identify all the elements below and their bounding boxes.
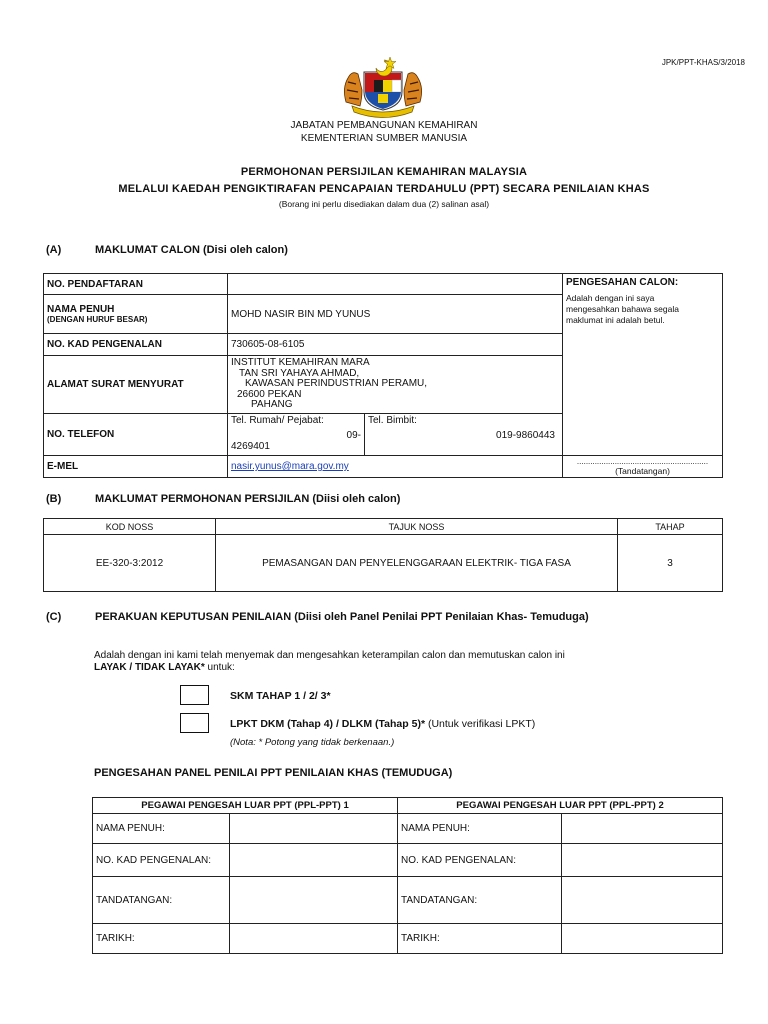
- section-b-title: MAKLUMAT PERMOHONAN PERSIJILAN (Diisi oleh calon): [95, 493, 401, 505]
- ic-field[interactable]: 730605-08-6105: [228, 334, 563, 356]
- ic-label: NO. KAD PENGENALAN: [44, 334, 228, 356]
- signature-label: (Tandatangan): [615, 466, 670, 476]
- copies-note: (Borang ini perlu disediakan dalam dua (2) salinan asal): [278, 199, 490, 209]
- email-field[interactable]: [228, 455, 563, 477]
- form-title-line-2: MELALUI KAEDAH PENGIKTIRAFAN PENCAPAIAN TERDAHULU (PPT) SECARA PENILAIAN KHAS: [118, 183, 650, 195]
- reg-no-label: NO. PENDAFTARAN: [44, 274, 228, 295]
- address-field[interactable]: [228, 356, 563, 413]
- mobile-phone-value: 019-9860443: [496, 429, 555, 441]
- ppl1-name-label: NAMA PENUH:: [93, 814, 230, 844]
- address-line: 26600 PEKAN: [237, 388, 302, 400]
- assessment-statement-suffix: untuk:: [204, 662, 235, 673]
- noss-title-header: TAJUK NOSS: [216, 519, 618, 535]
- section-a-heading: [46, 244, 746, 258]
- form-title: [0, 164, 768, 198]
- confirmation-text-line: Adalah dengan ini saya: [566, 293, 655, 303]
- ppl2-name-label: NAMA PENUH:: [398, 814, 562, 844]
- confirmation-title: PENGESAHAN CALON:: [566, 277, 679, 288]
- agency-department: JABATAN PEMBANGUNAN KEMAHIRAN: [290, 120, 478, 131]
- section-c-title: PERAKUAN KEPUTUSAN PENILAIAN (Diisi oleh Panel Penilai PPT Penilaian Khas- Temuduga): [95, 611, 589, 623]
- ppl2-signature-field[interactable]: [562, 876, 723, 923]
- level-cell[interactable]: 3: [618, 535, 723, 592]
- candidate-info-table: [43, 273, 723, 478]
- lpkt-option-label: [230, 718, 535, 730]
- full-name-field[interactable]: MOHD NASIR BIN MD YUNUS: [228, 295, 563, 334]
- email-link[interactable]: nasir.yunus@mara.gov.my: [231, 460, 349, 472]
- home-office-phone-value: 09-: [346, 429, 361, 441]
- skm-checkbox[interactable]: [180, 685, 209, 705]
- ppl-ppt-1-header: PEGAWAI PENGESAH LUAR PPT (PPL-PPT) 1: [93, 798, 398, 814]
- strike-note: (Nota: * Potong yang tidak berkenaan.): [230, 737, 395, 748]
- lpkt-option-note: (Untuk verifikasi LPKT): [425, 718, 536, 730]
- address-line: KAWASAN PERINDUSTRIAN PERAMU,: [245, 378, 428, 390]
- confirmation-text: [566, 293, 719, 326]
- reg-no-field[interactable]: [228, 274, 563, 295]
- skm-option-label: [230, 690, 331, 702]
- signature-area[interactable]: [563, 455, 723, 477]
- ppl2-date-field[interactable]: [562, 924, 723, 954]
- email-label: E-MEL: [44, 455, 228, 477]
- assessment-statement-line-1: Adalah dengan ini kami telah menyemak dan mengesahkan keterampilan calon dan memutuskan calon ini: [94, 650, 565, 661]
- assessment-statement: [94, 650, 734, 674]
- full-name-sublabel: (DENGAN HURUF BESAR): [47, 315, 148, 325]
- ppl2-name-field[interactable]: [562, 814, 723, 844]
- address-line: PAHANG: [251, 399, 293, 411]
- section-b-heading: [46, 493, 746, 507]
- section-c-heading: [46, 611, 756, 625]
- mobile-phone-label: Tel. Bimbit:: [368, 414, 417, 426]
- confirmation-text-line: maklumat ini adalah betul.: [566, 315, 665, 325]
- ppl1-signature-label: TANDATANGAN:: [93, 876, 230, 923]
- skm-option-text: SKM TAHAP 1 / 2/ 3*: [230, 690, 331, 702]
- form-title-line-1: PERMOHONAN PERSIJILAN KEMAHIRAN MALAYSIA: [240, 166, 528, 178]
- ppl1-signature-field[interactable]: [230, 876, 398, 923]
- certification-table: [43, 518, 723, 592]
- ppl2-signature-label: TANDATANGAN:: [398, 876, 562, 923]
- panel-verification-table: [92, 797, 723, 954]
- candidate-confirmation: [563, 274, 723, 456]
- noss-code-header: KOD NOSS: [44, 519, 216, 535]
- section-a-title: MAKLUMAT CALON (Disi oleh calon): [95, 244, 288, 256]
- form-reference-code: JPK/PPT-KHAS/3/2018: [661, 58, 745, 67]
- home-office-phone-field[interactable]: [228, 413, 365, 455]
- assessment-statement-line-2: [94, 662, 734, 674]
- level-header: TAHAP: [618, 519, 723, 535]
- ppl1-ic-field[interactable]: [230, 844, 398, 877]
- ppl-ppt-2-header: PEGAWAI PENGESAH LUAR PPT (PPL-PPT) 2: [398, 798, 723, 814]
- agency-ministry: KEMENTERIAN SUMBER MANUSIA: [300, 133, 468, 144]
- home-office-phone-label: Tel. Rumah/ Pejabat:: [231, 414, 324, 426]
- address-line: INSTITUT KEMAHIRAN MARA: [231, 357, 370, 369]
- section-c-label: (C): [46, 611, 62, 623]
- eligibility-choice: LAYAK / TIDAK LAYAK*: [94, 662, 205, 673]
- ppl1-date-label: TARIKH:: [93, 924, 230, 954]
- phone-label: NO. TELEFON: [44, 413, 228, 455]
- confirmation-text-line: mengesahkan bahawa segala: [566, 304, 679, 314]
- noss-title-cell[interactable]: PEMASANGAN DAN PENYELENGGARAAN ELEKTRIK- TIGA FASA: [216, 535, 618, 592]
- home-office-phone-value-cont: 4269401: [231, 440, 270, 452]
- address-label: ALAMAT SURAT MENYURAT: [44, 356, 228, 413]
- lpkt-option-text: LPKT DKM (Tahap 4) / DLKM (Tahap 5)*: [230, 718, 426, 730]
- ppl1-name-field[interactable]: [230, 814, 398, 844]
- ppl1-date-field[interactable]: [230, 924, 398, 954]
- noss-code-cell[interactable]: EE-320-3:2012: [44, 535, 216, 592]
- panel-verification-title: PENGESAHAN PANEL PENILAI PPT PENILAIAN KHAS (TEMUDUGA): [94, 767, 453, 779]
- address-line: TAN SRI YAHAYA AHMAD,: [239, 367, 360, 379]
- malaysia-coat-of-arms-icon: [338, 52, 428, 118]
- section-b-label: (B): [46, 493, 62, 505]
- full-name-label-text: NAMA PENUH: [47, 304, 115, 316]
- section-a-label: (A): [46, 244, 62, 256]
- mobile-phone-field[interactable]: [365, 413, 563, 455]
- ppl1-ic-label: NO. KAD PENGENALAN:: [93, 844, 230, 877]
- ppl2-ic-field[interactable]: [562, 844, 723, 877]
- lpkt-checkbox[interactable]: [180, 713, 209, 733]
- ppl2-ic-label: NO. KAD PENGENALAN:: [398, 844, 562, 877]
- signature-line: ...........................................................: [576, 457, 709, 466]
- ppl2-date-label: TARIKH:: [398, 924, 562, 954]
- full-name-label: [44, 295, 228, 334]
- agency-name: [0, 119, 768, 145]
